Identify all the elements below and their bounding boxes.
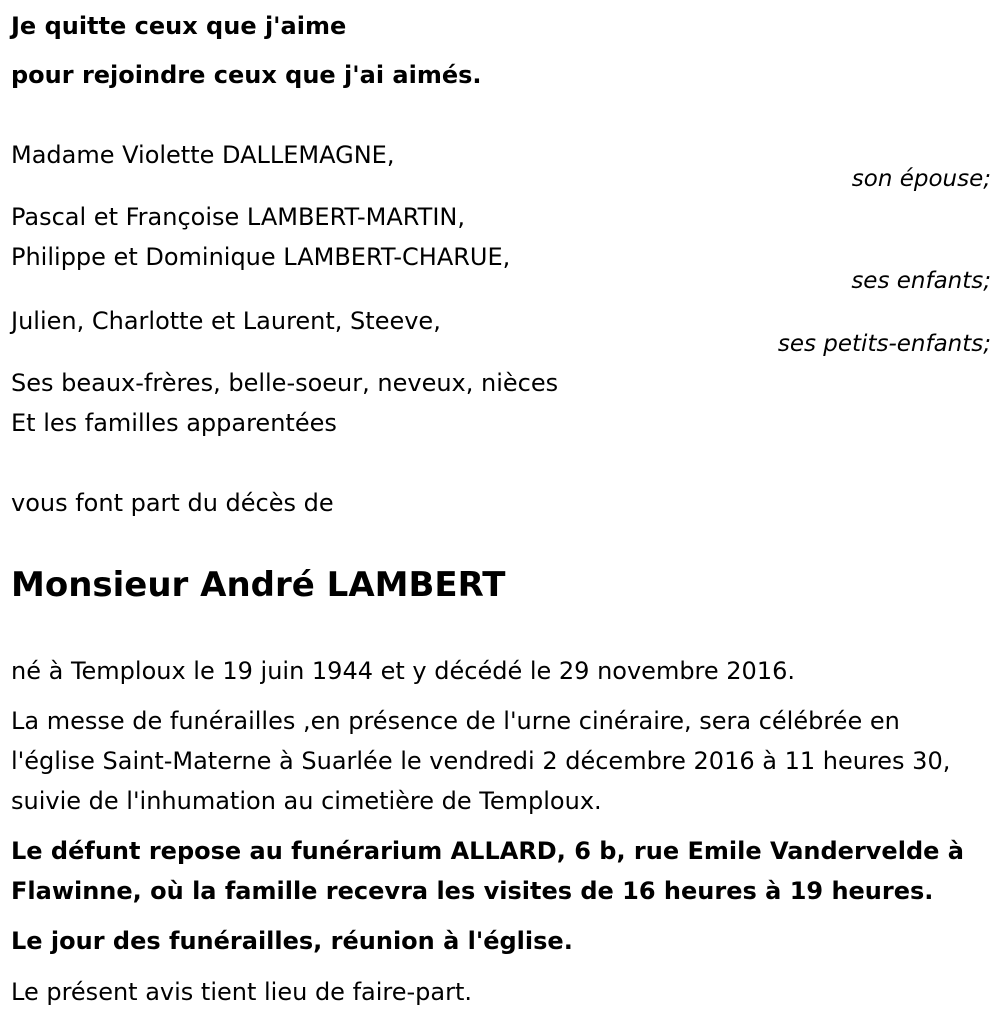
notice-line: Le présent avis tient lieu de faire-part.: [11, 978, 473, 1006]
extended-family-line-2: Et les familles apparentées: [11, 409, 337, 437]
meeting-line: Le jour des funérailles, réunion à l'église.: [11, 927, 573, 955]
announcement-text: vous font part du décès de: [11, 489, 334, 517]
spouse-name: Madame Violette DALLEMAGNE,: [11, 141, 395, 169]
extended-family-line-1: Ses beaux-frères, belle-soeur, neveux, nièces: [11, 369, 559, 397]
birth-death-line: né à Temploux le 19 juin 1944 et y décédé le 29 novembre 2016.: [11, 657, 795, 685]
grandchildren-names: Julien, Charlotte et Laurent, Steeve,: [11, 307, 441, 335]
funeral-mass-paragraph: La messe de funérailles ,en présence de l'urne cinéraire, sera célébrée en l'église Saint-Materne à Suarlée le vendredi 2 décembre 2016 à 11 heures 30, suivie de l'inhumation au cimetière de Temploux.: [11, 707, 951, 815]
quote-line-1: Je quitte ceux que j'aime: [11, 12, 347, 40]
quote-line-2: pour rejoindre ceux que j'ai aimés.: [11, 61, 482, 89]
grandchildren-relation: ses petits-enfants;: [777, 331, 991, 357]
child-2-name: Philippe et Dominique LAMBERT-CHARUE,: [11, 243, 511, 271]
children-relation: ses enfants;: [851, 268, 991, 294]
funerarium-paragraph: Le défunt repose au funérarium ALLARD, 6 b, rue Emile Vandervelde à Flawinne, où la famille recevra les visites de 16 heures à 19 heures.: [11, 837, 964, 905]
child-1-name: Pascal et Françoise LAMBERT-MARTIN,: [11, 203, 465, 231]
spouse-relation: son épouse;: [851, 166, 991, 192]
deceased-name: Monsieur André LAMBERT: [11, 565, 506, 605]
obituary-notice: [11, 0, 991, 1025]
